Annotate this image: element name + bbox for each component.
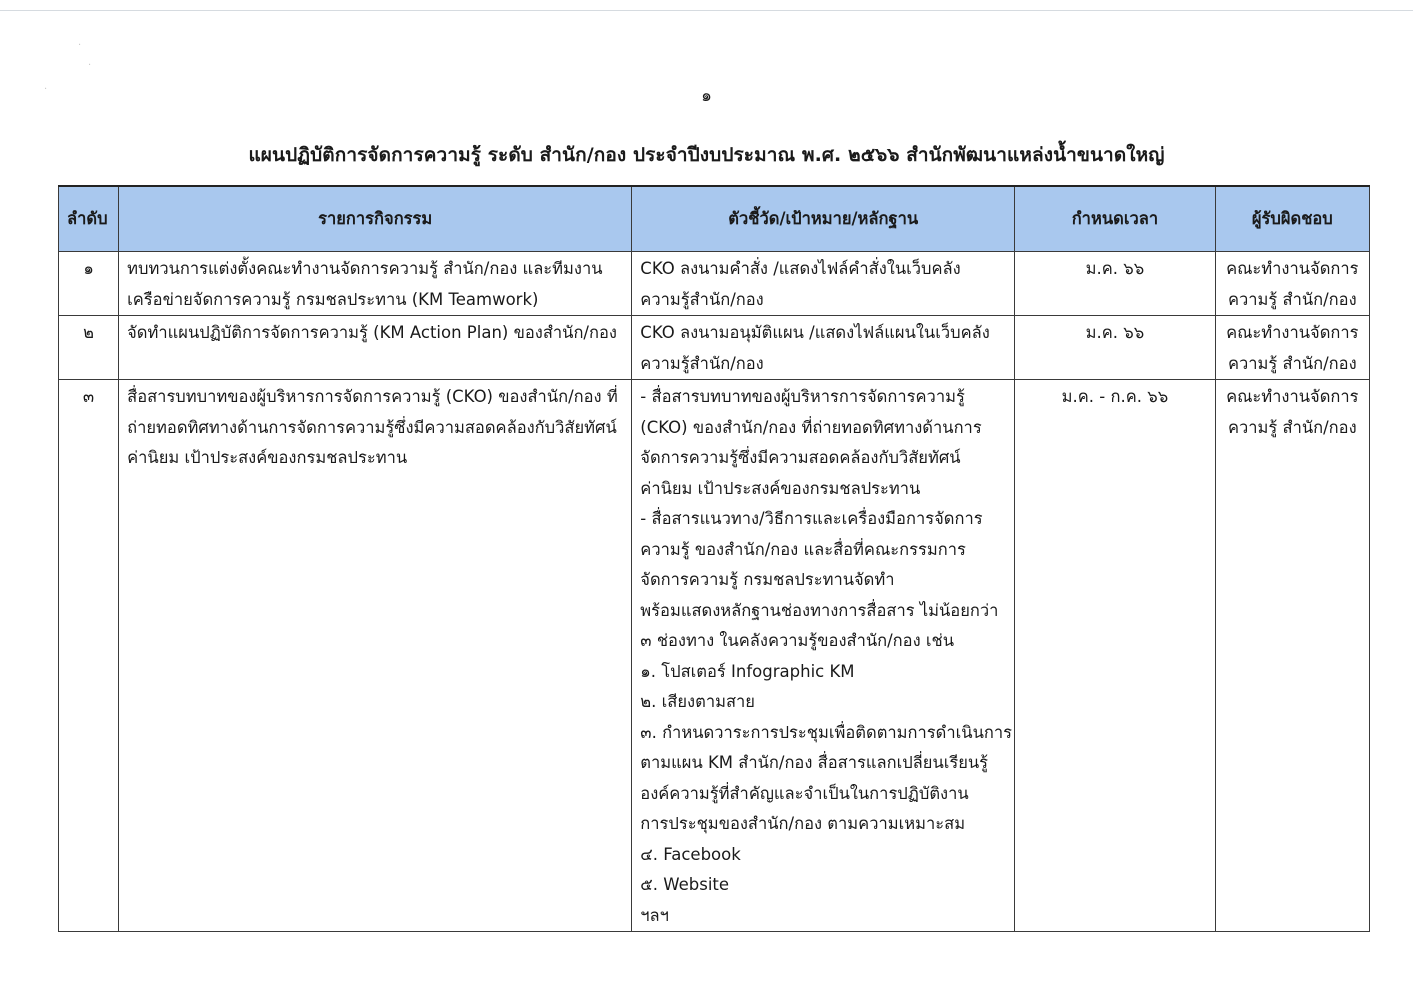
owner-line: คณะทำงานจัดการ: [1226, 259, 1359, 278]
page-number: ๑: [701, 86, 712, 106]
header-activity: รายการกิจกรรม: [119, 186, 632, 252]
scan-speck: ·: [78, 40, 82, 51]
indicator-line: ความรู้ ของสำนัก/กอง และสื่อที่คณะกรรมการ: [640, 539, 966, 559]
header-timeline: กำหนดเวลา: [1015, 186, 1215, 252]
scan-top-rule: [0, 10, 1413, 11]
indicator-line: CKO ลงนามคำสั่ง /แสดงไฟล์คำสั่งในเว็บคลัง: [640, 259, 961, 278]
owner-line: ความรู้ สำนัก/กอง: [1227, 353, 1357, 373]
indicator-line: CKO ลงนามอนุมัติแผน /แสดงไฟล์แผนในเว็บคลัง: [640, 323, 990, 342]
timeline-cell: ม.ค. - ก.ค. ๖๖: [1015, 380, 1215, 932]
indicator-line: ความรู้สำนัก/กอง: [640, 289, 764, 309]
activity-line: สื่อสารบทบาทของผู้บริหารการจัดการความรู้ (CKO) ของสำนัก/กอง ที่: [127, 387, 618, 406]
indicator-line: ๒. เสียงตามสาย: [640, 692, 755, 711]
owner-line: ความรู้ สำนัก/กอง: [1227, 289, 1357, 309]
km-action-plan-table: [58, 185, 1370, 932]
indicator-line: ฯลฯ: [640, 905, 669, 925]
owner-line: คณะทำงานจัดการ: [1226, 323, 1359, 342]
indicator-line: ๓. กำหนดวาระการประชุมเพื่อติดตามการดำเนินการ: [640, 722, 1012, 742]
indicator-line: องค์ความรู้ที่สำคัญและจำเป็นในการปฏิบัติงาน: [640, 783, 969, 803]
owner-cell: [1215, 252, 1369, 316]
owner-cell: [1215, 380, 1369, 932]
table-row: [59, 380, 1370, 932]
timeline-cell: ม.ค. ๖๖: [1015, 252, 1215, 316]
activity-line: จัดทำแผนปฏิบัติการจัดการความรู้ (KM Action Plan) ของสำนัก/กอง: [127, 323, 617, 342]
activity-cell: [119, 316, 632, 380]
row-number: ๑: [59, 252, 119, 316]
indicator-line: พร้อมแสดงหลักฐานช่องทางการสื่อสาร ไม่น้อยกว่า: [640, 600, 999, 620]
row-number: ๓: [59, 380, 119, 932]
indicator-line: - สื่อสารแนวทาง/วิธีการและเครื่องมือการจัดการ: [640, 509, 983, 528]
indicator-cell: [632, 252, 1015, 316]
indicator-line: จัดการความรู้ซึ่งมีความสอดคล้องกับวิสัยทัศน์: [640, 448, 961, 467]
indicator-line: ความรู้สำนัก/กอง: [640, 353, 764, 373]
activity-line: ถ่ายทอดทิศทางด้านการจัดการความรู้ซึ่งมีความสอดคล้องกับวิสัยทัศน์: [127, 417, 617, 437]
owner-cell: [1215, 316, 1369, 380]
row-number: ๒: [59, 316, 119, 380]
header-owner: ผู้รับผิดชอบ: [1215, 186, 1369, 252]
activity-cell: [119, 380, 632, 932]
indicator-cell: [632, 380, 1015, 932]
table-row: [59, 316, 1370, 380]
indicator-line: ๔. Facebook: [640, 844, 741, 864]
activity-line: เครือข่ายจัดการความรู้ กรมชลประทาน (KM Teamwork): [127, 289, 539, 309]
header-no: ลำดับ: [59, 186, 119, 252]
indicator-line: การประชุมของสำนัก/กอง ตามความเหมาะสม: [640, 814, 966, 833]
indicator-line: ๓ ช่องทาง ในคลังความรู้ของสำนัก/กอง เช่น: [640, 631, 955, 650]
indicator-line: ๑. โปสเตอร์ Infographic KM: [640, 661, 855, 681]
document-title: แผนปฏิบัติการจัดการความรู้ ระดับ สำนัก/กอง ประจำปีงบประมาณ พ.ศ. ๒๕๖๖ สำนักพัฒนาแหล่งน้ำขนาดใหญ่: [248, 144, 1165, 166]
activity-line: ทบทวนการแต่งตั้งคณะทำงานจัดการความรู้ สำนัก/กอง และทีมงาน: [127, 259, 603, 278]
indicator-line: ๕. Website: [640, 875, 730, 894]
indicator-line: จัดการความรู้ กรมชลประทานจัดทำ: [640, 570, 895, 589]
table-row: [59, 252, 1370, 316]
indicator-line: - สื่อสารบทบาทของผู้บริหารการจัดการความรู้: [640, 387, 965, 406]
owner-line: คณะทำงานจัดการ: [1226, 387, 1359, 406]
timeline-cell: ม.ค. ๖๖: [1015, 316, 1215, 380]
owner-line: ความรู้ สำนัก/กอง: [1227, 417, 1357, 437]
table-header-row: [59, 186, 1370, 252]
indicator-line: ค่านิยม เป้าประสงค์ของกรมชลประทาน: [640, 478, 921, 498]
indicator-line: (CKO) ของสำนัก/กอง ที่ถ่ายทอดทิศทางด้านการ: [640, 417, 982, 437]
activity-line: ค่านิยม เป้าประสงค์ของกรมชลประทาน: [127, 448, 408, 467]
activity-cell: [119, 252, 632, 316]
indicator-cell: [632, 316, 1015, 380]
header-indicator: ตัวชี้วัด/เป้าหมาย/หลักฐาน: [632, 186, 1015, 252]
indicator-line: ตามแผน KM สำนัก/กอง สื่อสารแลกเปลี่ยนเรียนรู้: [640, 753, 989, 772]
scan-speck: ·: [88, 60, 92, 71]
scan-speck: ·: [44, 84, 48, 95]
